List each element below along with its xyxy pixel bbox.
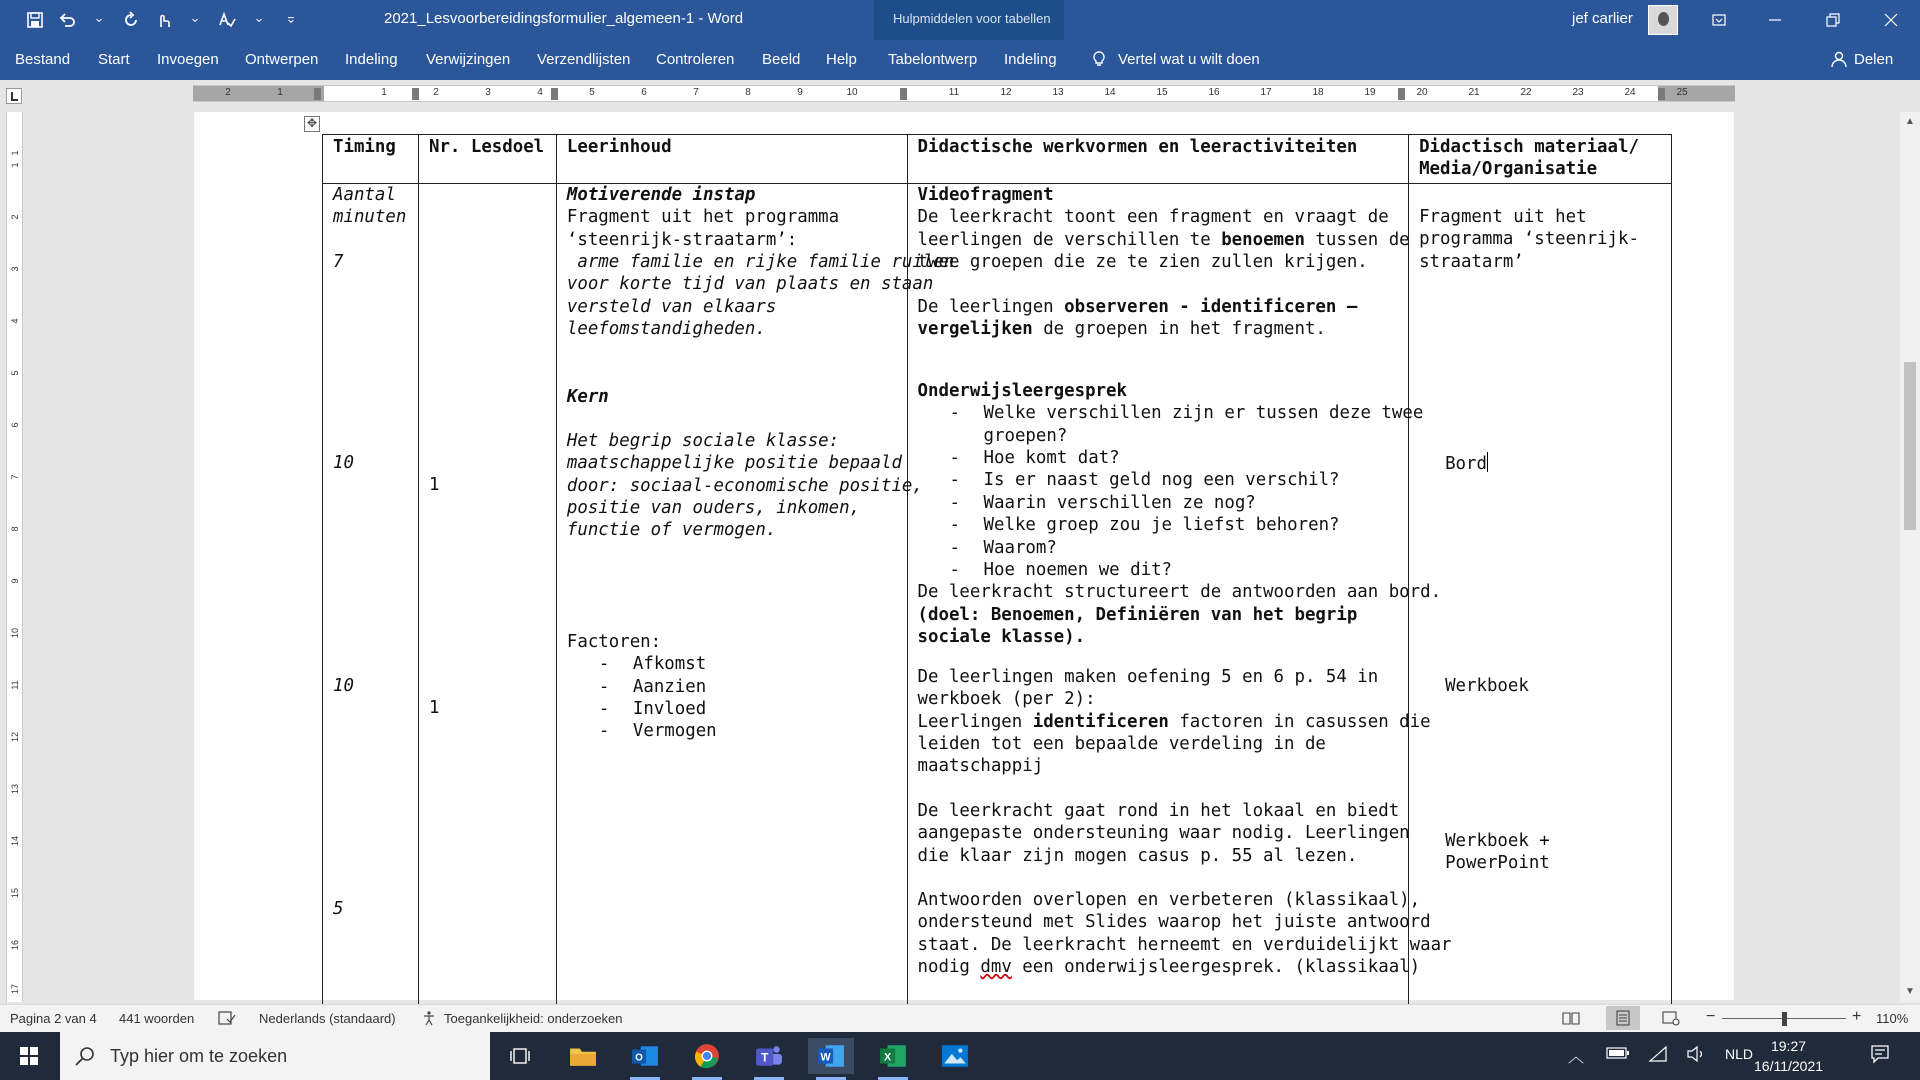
chevron-down-icon <box>94 10 104 30</box>
svg-text:T: T <box>761 1050 769 1065</box>
vruler-label: 12 <box>10 732 20 743</box>
text-span: Bord <box>1445 453 1487 474</box>
round-block <box>918 800 1410 867</box>
text-line: positie van ouders, inkomen, <box>566 498 861 519</box>
text-line <box>918 956 1452 978</box>
header-material[interactable] <box>1409 135 1672 184</box>
touch-dropdown[interactable] <box>182 8 208 32</box>
instap-title: Motiverende instap <box>566 184 756 205</box>
vruler-label: 17 <box>10 984 20 995</box>
vruler-label: 4 <box>10 318 20 324</box>
cell-material[interactable] <box>1409 183 1672 1029</box>
notification-icon <box>1870 1044 1890 1064</box>
list-item: - Hoe noemen we dit? <box>918 559 1442 581</box>
windows-icon <box>19 1046 39 1066</box>
ruler-margin-right <box>1658 86 1735 101</box>
text-span: factoren in casussen die <box>1168 711 1431 732</box>
minimize-icon <box>1768 13 1782 27</box>
list-item: - Waarin verschillen ze nog? <box>918 492 1442 514</box>
input-language[interactable]: NLD <box>1725 1046 1754 1062</box>
ruler-label: 22 <box>1520 87 1532 98</box>
ruler-label: 1 <box>277 87 283 98</box>
person-icon <box>1830 50 1848 68</box>
exercise-block <box>918 666 1431 778</box>
word-button[interactable] <box>808 1038 854 1074</box>
search-placeholder: Typ hier om te zoeken <box>110 1045 288 1066</box>
start-button[interactable] <box>0 1032 58 1080</box>
list-item: - Waarom? <box>918 537 1442 559</box>
tab-ontwerpen[interactable]: Ontwerpen <box>245 51 319 68</box>
material-fragment <box>1419 206 1639 273</box>
text-line: functie of vermogen. <box>566 520 777 541</box>
tab-selector[interactable] <box>6 88 22 104</box>
text-span: vergelijken <box>917 319 1033 340</box>
text-span: Leerlingen <box>917 711 1033 732</box>
material-bord <box>1445 452 1488 475</box>
cell-goal[interactable] <box>418 183 556 1029</box>
header-goal[interactable]: Nr. Lesdoel <box>418 135 556 184</box>
accessibility-icon <box>422 1010 440 1029</box>
factoren-label: Factoren: <box>566 631 662 652</box>
text-span: groepen? <box>983 425 1068 446</box>
speaker-glyph <box>1686 1046 1706 1062</box>
taskbar-search[interactable] <box>60 1032 490 1080</box>
cell-timing[interactable] <box>323 183 419 1029</box>
zoom-level[interactable]: 110% <box>1876 1011 1909 1026</box>
text-span: identificeren <box>1032 711 1169 732</box>
undo-icon <box>57 10 77 30</box>
text-line: arme familie en rijke familie ruilen <box>566 252 955 273</box>
text-cursor <box>1487 452 1488 472</box>
share-label: Delen <box>1854 50 1894 68</box>
text-line <box>918 296 1410 318</box>
clock-date: 16/11/2021 <box>1754 1058 1824 1074</box>
ruler-label: 4 <box>537 87 543 98</box>
page-count[interactable]: Pagina 2 van 4 <box>10 1011 97 1026</box>
text-line: twee groepen die ze te zien zullen krijgen. <box>917 252 1368 273</box>
question-list <box>918 402 1442 581</box>
list-item: - Welke verschillen zijn er tussen deze twee <box>918 402 1442 424</box>
ruler-label: 16 <box>1208 87 1220 98</box>
text-line <box>918 711 1431 733</box>
ribbon-display-options-button[interactable] <box>1696 0 1742 40</box>
text-span: leerlingen de verschillen te <box>917 229 1222 250</box>
restore-button[interactable] <box>1810 0 1856 40</box>
vruler-label: 7 <box>10 474 20 480</box>
instap-block <box>567 184 954 341</box>
timing-label-line2: minuten <box>333 207 407 228</box>
touch-icon <box>153 10 173 30</box>
lesson-table[interactable] <box>322 134 1672 1030</box>
factoren-block <box>567 631 717 743</box>
list-item-continuation <box>918 425 1442 447</box>
vruler-label: 2 <box>10 214 20 220</box>
vruler-label: 6 <box>10 422 20 428</box>
battery-glyph <box>1606 1046 1630 1060</box>
text-line: maatschappij <box>917 756 1044 777</box>
vruler-label: 11 <box>10 680 20 690</box>
text-line: straatarm’ <box>1419 251 1524 272</box>
table-move-handle[interactable]: ✥ <box>304 116 320 132</box>
vruler-label: 14 <box>10 836 20 847</box>
svg-text:X: X <box>884 1051 892 1064</box>
tell-me-search[interactable] <box>1090 50 1260 68</box>
print-layout-icon <box>1614 1010 1632 1026</box>
task-view-button[interactable] <box>497 1038 543 1074</box>
text-span: nodig <box>917 957 981 978</box>
text-line: De leerkracht toont een fragment en vraagt de <box>917 207 1389 228</box>
ruler-label: 2 <box>225 87 231 98</box>
text-line: programma ‘steenrijk- <box>1419 229 1639 250</box>
vruler-label: 5 <box>10 370 20 376</box>
tab-help[interactable]: Help <box>826 51 857 68</box>
ruler-label: 1 <box>381 87 387 98</box>
spelling-icon <box>217 10 237 30</box>
kern-heading: Kern <box>566 386 609 407</box>
ruler-label: 13 <box>1052 87 1064 98</box>
header-timing[interactable]: Timing <box>323 135 419 184</box>
ruler-label: 5 <box>589 87 595 98</box>
teams-icon <box>755 1043 783 1069</box>
vruler-label: 9 <box>10 578 20 584</box>
text-line: versteld van elkaars <box>566 296 777 317</box>
tab-table-indeling[interactable]: Indeling <box>1004 51 1057 68</box>
vruler-label: 8 <box>10 526 20 532</box>
tab-indeling[interactable]: Indeling <box>345 51 398 68</box>
photos-icon <box>941 1043 969 1069</box>
tell-me-label: Vertel wat u wilt doen <box>1118 50 1260 68</box>
text-line: aangepaste ondersteuning waar nodig. Leerlingen <box>917 823 1410 844</box>
video-block <box>918 184 1410 341</box>
timing-value: 7 <box>333 251 344 272</box>
ruler-label: 19 <box>1364 87 1376 98</box>
ruler-label: 10 <box>846 87 858 98</box>
header-content[interactable]: Leerinhoud <box>556 135 907 184</box>
language-indicator[interactable]: Nederlands (standaard) <box>259 1011 396 1026</box>
redo-button[interactable] <box>118 8 144 32</box>
document-title: 2021_Lesvoorbereidingsformulier_algemeen-1 - Word <box>384 10 744 27</box>
vruler-label: 3 <box>10 266 20 272</box>
battery-icon[interactable] <box>1606 1046 1630 1063</box>
task-view-icon <box>509 1045 531 1067</box>
scroll-up-icon[interactable]: ▲ <box>1905 116 1915 127</box>
teams-button[interactable] <box>746 1038 792 1074</box>
text-line: leiden tot een bepaalde verdeling in de <box>917 734 1326 755</box>
zoom-out-button[interactable]: − <box>1706 1008 1716 1025</box>
volume-icon[interactable] <box>1686 1046 1706 1065</box>
ruler-label: 11 <box>948 87 960 98</box>
blank-line <box>918 273 1410 295</box>
table-tools-label: Hulpmiddelen voor tabellen <box>893 11 1051 26</box>
text-line: ondersteund met Slides waarop het juiste antwoord <box>917 912 1431 933</box>
text-line: voor korte tijd van plaats en staan <box>566 274 934 295</box>
text-line: (doel: Benoemen, Definiëren van het begrip <box>917 604 1358 625</box>
ruler-label: 20 <box>1416 87 1428 98</box>
goal-number: 1 <box>428 697 440 718</box>
web-layout-icon <box>1662 1010 1680 1026</box>
search-icon <box>74 1045 96 1067</box>
factor-list <box>567 653 717 743</box>
list-item: - Is er naast geld nog een verschil? <box>918 469 1442 491</box>
lightbulb-icon <box>1090 50 1108 68</box>
ruler-column-marker[interactable] <box>900 88 907 100</box>
vruler-label: 1 <box>10 150 20 156</box>
spelling-error[interactable]: dmv <box>980 957 1012 978</box>
text-line: maatschappelijke positie bepaald <box>566 453 902 474</box>
text-line: De leerkracht structureert de antwoorden aan bord. <box>917 582 1442 603</box>
read-mode-icon <box>1562 1010 1580 1026</box>
text-line: Het begrip sociale klasse: <box>566 430 840 451</box>
word-icon <box>817 1043 845 1069</box>
text-line: werkboek (per 2): <box>917 689 1096 710</box>
ruler-label: 25 <box>1676 87 1688 98</box>
list-item: - Hoe komt dat? <box>918 447 1442 469</box>
list-item: - Afkomst <box>567 653 717 675</box>
ruler-label: 7 <box>693 87 699 98</box>
ruler-label: 8 <box>745 87 751 98</box>
text-span: tussen de <box>1304 229 1410 250</box>
text-line: door: sociaal-economische positie, <box>566 475 923 496</box>
chevron-down-icon <box>190 10 200 30</box>
material-werkboek: Werkboek <box>1445 675 1529 696</box>
ruler-column-marker[interactable] <box>412 88 419 100</box>
read-mode-button[interactable] <box>1562 1010 1580 1029</box>
undo-button[interactable] <box>54 8 80 32</box>
spelling-button[interactable] <box>214 8 240 32</box>
ruler-label: 23 <box>1572 87 1584 98</box>
close-button[interactable] <box>1868 0 1914 40</box>
quick-access-toolbar <box>22 8 304 32</box>
timing-value: 10 <box>333 452 354 473</box>
ruler-label: 24 <box>1624 87 1636 98</box>
notifications-button[interactable] <box>1870 1044 1890 1067</box>
title-bar <box>0 0 1920 40</box>
scrollbar-thumb[interactable] <box>1904 362 1916 530</box>
file-explorer-button[interactable] <box>560 1038 606 1074</box>
show-hidden-icons[interactable]: ︿ <box>1568 1049 1585 1066</box>
text-line: Fragment uit het <box>1419 206 1587 227</box>
tab-start[interactable]: Start <box>98 51 130 68</box>
video-title: Videofragment <box>917 184 1054 205</box>
restore-icon <box>1826 13 1840 27</box>
outlook-button[interactable] <box>622 1038 668 1074</box>
outlook-icon <box>631 1044 659 1068</box>
tab-tabelontwerp[interactable]: Tabelontwerp <box>888 51 978 68</box>
ruler-column-marker[interactable] <box>1398 88 1405 100</box>
vruler-label: 10 <box>10 628 20 639</box>
ribbon-options-icon <box>1712 13 1726 27</box>
ruler-label: 3 <box>485 87 491 98</box>
text-line: PowerPoint <box>1445 853 1550 874</box>
list-item: - Welke groep zou je liefst behoren? <box>918 514 1442 536</box>
web-layout-button[interactable] <box>1662 1010 1680 1029</box>
text-line: staat. De leerkracht herneemt en verduidelijkt waar <box>917 934 1452 955</box>
customize-qat-button[interactable] <box>278 8 304 32</box>
table-row <box>323 183 1672 1029</box>
vruler-label: 1 <box>10 162 20 168</box>
owg-title: Onderwijsleergesprek <box>917 380 1127 401</box>
header-material-line1: Didactisch materiaal/ <box>1419 137 1639 157</box>
tab-bestand[interactable]: Bestand <box>15 51 71 68</box>
ruler-margin-left <box>193 86 324 101</box>
chevron-down-icon <box>254 10 264 30</box>
timing-label <box>333 184 406 229</box>
answers-block <box>918 889 1452 979</box>
chrome-button[interactable] <box>684 1038 730 1074</box>
header-methods[interactable]: Didactische werkvormen en leeractiviteiten <box>907 135 1409 184</box>
book-check-icon <box>218 1010 236 1026</box>
tab-invoegen[interactable]: Invoegen <box>157 51 219 68</box>
owg-block <box>918 380 1442 649</box>
tab-verwijzingen[interactable]: Verwijzingen <box>426 51 511 68</box>
text-line: Werkboek + <box>1445 830 1550 851</box>
proofing-icon[interactable] <box>218 1010 236 1029</box>
text-span: observeren - identificeren – <box>1064 296 1358 317</box>
spelling-dropdown[interactable] <box>246 8 272 32</box>
timing-value: 5 <box>333 898 344 919</box>
vertical-ruler[interactable] <box>6 112 23 1002</box>
save-icon <box>25 10 45 30</box>
ruler-column-marker[interactable] <box>314 88 321 100</box>
customize-icon <box>285 10 297 30</box>
table-header-row <box>323 135 1672 184</box>
timing-value: 10 <box>333 675 354 696</box>
ruler-label: 2 <box>433 87 439 98</box>
scroll-down-icon[interactable]: ▼ <box>1905 986 1915 997</box>
ruler-column-marker[interactable] <box>1658 88 1665 100</box>
ruler-column-marker[interactable] <box>551 88 558 100</box>
redo-icon <box>121 10 141 30</box>
text-line: Antwoorden overlopen en verbeteren (klassikaal), <box>917 889 1421 910</box>
ruler-label: 6 <box>641 87 647 98</box>
wifi-glyph <box>1648 1046 1668 1062</box>
text-line: Fragment uit het programma <box>566 207 840 228</box>
svg-text:W: W <box>820 1051 831 1064</box>
excel-button[interactable] <box>870 1038 916 1074</box>
list-item: - Vermogen <box>567 720 717 742</box>
text-span: de groepen in het fragment. <box>1032 319 1326 340</box>
text-line: ‘steenrijk-straatarm’: <box>566 229 798 250</box>
save-button[interactable] <box>22 8 48 32</box>
ruler-label: 14 <box>1104 87 1116 98</box>
timing-label-line1: Aantal <box>333 184 396 205</box>
chrome-icon <box>694 1043 720 1069</box>
text-line: sociale klasse). <box>917 627 1086 648</box>
user-name[interactable]: jef carlier <box>1572 10 1633 27</box>
minimize-button[interactable] <box>1752 0 1798 40</box>
vertical-scrollbar[interactable] <box>1900 112 1920 1002</box>
text-line: leefomstandigheden. <box>566 319 766 340</box>
horizontal-ruler[interactable] <box>193 85 1735 102</box>
text-span: benoemen <box>1221 229 1305 250</box>
text-line <box>918 318 1410 340</box>
zoom-in-button[interactable]: + <box>1852 1008 1862 1025</box>
text-line: De leerkracht gaat rond in het lokaal en biedt <box>917 800 1400 821</box>
wifi-icon[interactable] <box>1648 1046 1668 1065</box>
vruler-label: 15 <box>10 888 20 899</box>
list-item: - Invloed <box>567 698 717 720</box>
text-line: De leerlingen maken oefening 5 en 6 p. 54 in <box>917 666 1379 687</box>
status-bar <box>0 1004 1920 1032</box>
close-icon <box>1884 13 1898 27</box>
tab-verzendlijsten[interactable]: Verzendlijsten <box>537 51 631 68</box>
text-line <box>918 229 1410 251</box>
ruler-label: 12 <box>1000 87 1012 98</box>
cell-methods[interactable] <box>907 183 1452 1029</box>
text-span: De leerlingen <box>917 296 1065 317</box>
zoom-slider-thumb[interactable] <box>1782 1012 1787 1026</box>
ruler-label: 9 <box>797 87 803 98</box>
folder-icon <box>569 1044 597 1068</box>
list-item: - Aanzien <box>567 676 717 698</box>
ruler-label: 15 <box>1156 87 1168 98</box>
clock-time: 19:27 <box>1770 1038 1807 1054</box>
header-material-line2: Media/Organisatie <box>1419 159 1598 180</box>
avatar[interactable] <box>1648 5 1678 35</box>
vruler-label: 13 <box>10 784 20 795</box>
system-clock[interactable] <box>1754 1036 1823 1076</box>
vruler-label: 16 <box>10 940 20 951</box>
text-line: die klaar zijn mogen casus p. 55 al lezen. <box>917 845 1358 866</box>
word-count[interactable]: 441 woorden <box>119 1011 195 1026</box>
undo-dropdown[interactable] <box>86 8 112 32</box>
tab-controleren[interactable]: Controleren <box>656 51 735 68</box>
print-layout-button[interactable] <box>1606 1006 1640 1030</box>
taskbar <box>0 1032 1920 1080</box>
photos-button[interactable] <box>932 1038 978 1074</box>
tab-beeld[interactable]: Beeld <box>762 51 801 68</box>
material-werkboek-pp <box>1445 830 1550 875</box>
ribbon-tabs <box>0 40 1920 80</box>
svg-text:O: O <box>635 1052 643 1064</box>
ruler-label: 18 <box>1312 87 1324 98</box>
share-button[interactable] <box>1830 50 1893 68</box>
accessibility-check-icon <box>422 1010 440 1026</box>
ruler-label: 17 <box>1260 87 1272 98</box>
touch-mode-button[interactable] <box>150 8 176 32</box>
ruler-label: 21 <box>1468 87 1480 98</box>
goal-number: 1 <box>428 474 440 495</box>
begrip-block <box>567 430 923 542</box>
accessibility-status[interactable]: Toegankelijkheid: onderzoeken <box>444 1011 623 1026</box>
text-span: een onderwijsleergesprek. (klassikaal) <box>1011 957 1421 978</box>
excel-icon <box>879 1043 907 1069</box>
